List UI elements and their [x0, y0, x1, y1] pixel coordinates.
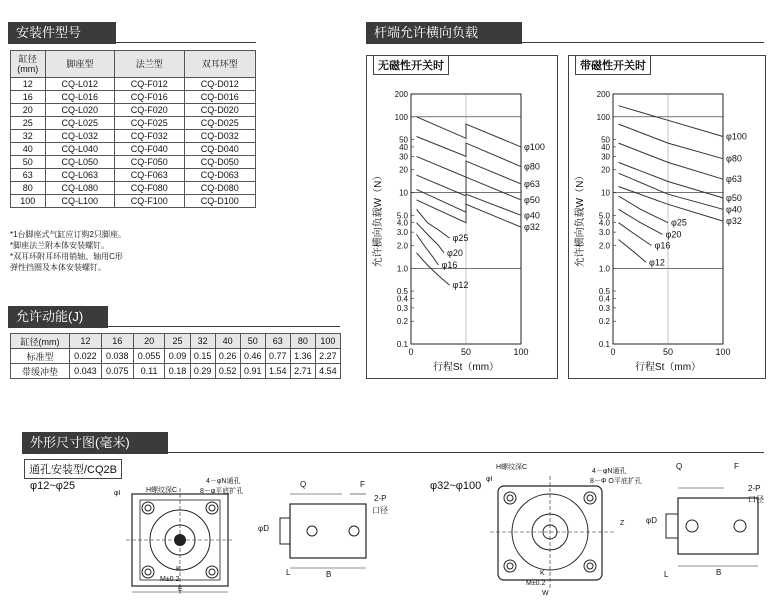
energy-cell: 0.043: [70, 364, 102, 379]
x-tick-label: 100: [715, 347, 731, 357]
y-tick-label: 100: [394, 112, 408, 122]
energy-cell: 0.075: [101, 364, 133, 379]
energy-cell: 0.26: [215, 349, 240, 364]
energy-cell: 2.71: [290, 364, 315, 379]
series-label: φ16: [654, 240, 671, 251]
x-tick-label: 50: [460, 347, 472, 357]
mount-cell: CQ-D100: [184, 195, 255, 208]
y-tick-label: 20: [399, 165, 408, 175]
label-K-2: K: [540, 570, 545, 577]
label-F-2: F: [734, 462, 739, 471]
chart-title-with-switch: 带磁性开关时: [575, 55, 651, 75]
y-tick-label: 30: [399, 152, 408, 162]
y-tick-label: 0.4: [598, 294, 610, 304]
load-section-rule: [522, 42, 764, 43]
label-Q-1: Q: [300, 480, 307, 489]
label-D-1: φD: [258, 524, 269, 533]
series-line-φ25: [417, 209, 450, 238]
y-axis-label: 允许横向负载W（N）: [373, 170, 384, 268]
series-label: φ12: [452, 280, 469, 291]
label-L-2: L: [664, 570, 669, 579]
energy-header-bore: 32: [190, 334, 215, 349]
label-F-1: F: [360, 480, 365, 489]
mount-cell: CQ-D032: [184, 130, 255, 143]
mount-cell: CQ-L040: [45, 143, 114, 156]
energy-header-bore: 20: [133, 334, 165, 349]
mount-cell: 16: [11, 91, 46, 104]
label-h-thread-2: H螺纹深C: [496, 464, 528, 471]
energy-cell: 0.29: [190, 364, 215, 379]
mount-cell: 32: [11, 130, 46, 143]
series-line-φ63: [417, 156, 522, 184]
mount-cell: CQ-L032: [45, 130, 114, 143]
series-label: φ100: [524, 141, 545, 152]
chart-panel-with-switch: [568, 55, 766, 379]
range-small: φ12~φ25: [30, 480, 76, 492]
range-large: φ32~φ100: [430, 480, 482, 492]
mount-cell: CQ-L025: [45, 117, 114, 130]
table-row: [11, 117, 256, 130]
table-row: [11, 169, 256, 182]
y-tick-label: 100: [596, 112, 610, 122]
y-tick-label: 3.0: [598, 228, 610, 238]
mount-cell: CQ-D063: [184, 169, 255, 182]
label-Q-2: Q: [676, 462, 683, 471]
series-label: φ12: [649, 257, 665, 268]
mount-cell: CQ-F080: [115, 182, 184, 195]
energy-section-rule: [108, 326, 340, 327]
dims-section-banner: 外形尺寸图(毫米): [22, 432, 168, 454]
table-row: [11, 364, 341, 379]
energy-header-label: 缸径(mm): [11, 334, 70, 349]
y-tick-label: 0.1: [396, 340, 408, 349]
y-tick-label: 20: [601, 165, 610, 175]
y-tick-label: 50: [399, 135, 408, 145]
series-label: φ20: [447, 247, 463, 258]
chart-no-switch: [367, 56, 557, 378]
mount-cell: CQ-L016: [45, 91, 114, 104]
table-row: [11, 156, 256, 169]
energy-cell: 0.055: [133, 349, 165, 364]
series-line-φ32: [417, 200, 522, 227]
mount-cell: CQ-L080: [45, 182, 114, 195]
y-tick-label: 50: [601, 135, 610, 145]
series-line-φ12: [619, 240, 647, 263]
series-label: φ32: [524, 222, 540, 233]
load-section-banner: 杆端允许横向负载: [366, 22, 522, 44]
energy-header-bore: 80: [290, 334, 315, 349]
mount-cell: CQ-F032: [115, 130, 184, 143]
energy-header-bore: 40: [215, 334, 240, 349]
y-tick-label: 10: [399, 188, 408, 198]
series-label: φ32: [726, 216, 742, 227]
series-label: φ40: [726, 204, 742, 215]
label-I-1: φI: [114, 490, 121, 497]
y-tick-label: 2.0: [598, 241, 610, 251]
chart-title-no-switch: 无磁性开关时: [373, 55, 449, 75]
mount-cell: CQ-L100: [45, 195, 114, 208]
mount-cell: 63: [11, 169, 46, 182]
label-M-1: M±0.2: [160, 576, 180, 583]
mount-cell: 100: [11, 195, 46, 208]
mount-note: *脚座法兰附本体安装螺钉。: [10, 241, 110, 250]
y-tick-label: 200: [394, 90, 408, 99]
mount-section-rule: [116, 42, 256, 43]
label-B-2: B: [716, 568, 722, 577]
series-label: φ25: [671, 217, 687, 228]
energy-cell: 0.91: [240, 364, 265, 379]
energy-table: [10, 333, 341, 379]
label-port-2: 2-P: [748, 484, 761, 493]
y-axis-label: 允许横向负载W（N）: [575, 170, 586, 268]
mount-cell: CQ-F063: [115, 169, 184, 182]
series-label: φ63: [726, 174, 742, 185]
mount-cell: CQ-D025: [184, 117, 255, 130]
y-tick-label: 1.0: [396, 264, 408, 274]
table-row: [11, 349, 341, 364]
series-label: φ80: [726, 153, 742, 164]
mount-cell: 80: [11, 182, 46, 195]
label-h-thread-1: H螺纹深C: [146, 487, 178, 494]
energy-header-bore: 50: [240, 334, 265, 349]
y-tick-label: 2.0: [396, 241, 408, 251]
energy-cell: 0.77: [265, 349, 290, 364]
y-tick-label: 0.1: [598, 340, 610, 349]
mount-cell: 20: [11, 104, 46, 117]
series-line-φ63: [619, 143, 724, 179]
mount-cell: CQ-D016: [184, 91, 255, 104]
mount-types-table: [10, 50, 256, 208]
label-E-1: E: [178, 586, 183, 593]
energy-cell: 0.46: [240, 349, 265, 364]
mount-cell: CQ-F016: [115, 91, 184, 104]
series-line-φ32: [619, 187, 724, 222]
energy-cell: 0.11: [133, 364, 165, 379]
drawing-large-front: [490, 476, 620, 588]
label-W-2: W: [542, 590, 549, 597]
y-tick-label: 5.0: [598, 211, 610, 221]
label-hole4-2: 4－φN通孔: [592, 468, 627, 475]
table-row: [11, 195, 256, 208]
mount-note: 弹性挡圈及本体安装螺钉。: [10, 263, 106, 272]
mount-cell: CQ-D080: [184, 182, 255, 195]
series-label: φ100: [726, 131, 747, 142]
x-tick-label: 0: [610, 347, 616, 357]
y-tick-label: 0.5: [396, 287, 408, 297]
chart-with-switch: [569, 56, 765, 378]
mount-cell: 50: [11, 156, 46, 169]
drawing-small-front: [122, 488, 242, 598]
mount-cell: 40: [11, 143, 46, 156]
energy-cell: 0.09: [165, 349, 190, 364]
energy-cell: 2.27: [315, 349, 340, 364]
mount-cell: CQ-D050: [184, 156, 255, 169]
label-port-1: 2-P: [374, 494, 387, 503]
y-tick-label: 0.5: [598, 287, 610, 297]
y-tick-label: 0.3: [598, 303, 610, 313]
label-port-sub-1: 口径: [372, 506, 388, 515]
y-tick-label: 0.2: [396, 317, 408, 327]
series-line-φ25: [619, 196, 669, 223]
label-D-2: φD: [646, 516, 657, 525]
energy-cell: 0.022: [70, 349, 102, 364]
drawing-small-side: [256, 488, 376, 588]
dims-subtitle: 通孔安装型/CQ2B: [24, 459, 122, 479]
series-line-φ20: [619, 209, 663, 234]
label-counter8-1: 8－φ平底扩孔: [200, 488, 244, 495]
y-tick-label: 200: [596, 90, 610, 99]
energy-cell: 1.54: [265, 364, 290, 379]
mount-cell: CQ-F040: [115, 143, 184, 156]
x-tick-label: 0: [408, 347, 414, 357]
energy-header-bore: 100: [315, 334, 340, 349]
mount-cell: CQ-D020: [184, 104, 255, 117]
y-tick-label: 1.0: [598, 264, 610, 274]
mount-cell: 12: [11, 78, 46, 91]
y-tick-label: 4.0: [396, 218, 408, 228]
label-M-2: M±0.2: [526, 580, 546, 587]
series-label: φ16: [441, 260, 458, 271]
y-tick-label: 3.0: [396, 228, 408, 238]
y-tick-label: 30: [601, 152, 610, 162]
series-line-φ40: [619, 173, 724, 209]
mount-cell: CQ-D040: [184, 143, 255, 156]
mount-cell: CQ-F050: [115, 156, 184, 169]
energy-row-label: 带缓冲垫: [11, 364, 70, 379]
chart-panel-no-switch: [366, 55, 558, 379]
energy-cell: 1.36: [290, 349, 315, 364]
series-label: φ63: [524, 178, 540, 189]
table-row: [11, 182, 256, 195]
mount-header-2: 法兰型: [115, 51, 184, 78]
mount-header-0: 缸径 (mm): [11, 51, 46, 78]
table-row: [11, 130, 256, 143]
table-row: [11, 104, 256, 117]
y-tick-label: 40: [601, 142, 610, 152]
series-label: φ50: [524, 194, 540, 205]
y-tick-label: 0.4: [396, 294, 408, 304]
energy-row-label: 标准型: [11, 349, 70, 364]
mount-header-1: 脚座型: [45, 51, 114, 78]
energy-header-bore: 12: [70, 334, 102, 349]
series-line-φ20: [417, 223, 445, 253]
table-row: [11, 78, 256, 91]
energy-cell: 0.038: [101, 349, 133, 364]
series-label: φ40: [524, 210, 540, 221]
energy-cell: 0.18: [165, 364, 190, 379]
mount-notes: [10, 229, 126, 273]
energy-cell: 0.52: [215, 364, 240, 379]
energy-cell: 0.15: [190, 349, 215, 364]
mount-cell: CQ-D012: [184, 78, 255, 91]
series-line-φ80: [619, 124, 724, 159]
series-label: φ25: [452, 233, 469, 244]
mount-header-3: 双耳环型: [184, 51, 255, 78]
y-tick-label: 10: [601, 188, 610, 198]
label-port-sub-2: 口径: [748, 495, 764, 504]
energy-cell: 4.54: [315, 364, 340, 379]
dims-section-rule: [168, 452, 764, 453]
series-label: φ80: [524, 161, 540, 172]
y-tick-label: 0.3: [396, 303, 408, 313]
mount-cell: CQ-L050: [45, 156, 114, 169]
mount-cell: CQ-F100: [115, 195, 184, 208]
y-tick-label: 0.2: [598, 317, 610, 327]
mount-cell: CQ-L063: [45, 169, 114, 182]
x-axis-label: 行程St（mm）: [634, 362, 702, 373]
table-row: [11, 143, 256, 156]
series-label: φ20: [665, 229, 682, 240]
mount-cell: CQ-F020: [115, 104, 184, 117]
label-I-2: φI: [486, 476, 493, 483]
energy-header-bore: 25: [165, 334, 190, 349]
label-K-1: K: [176, 566, 181, 573]
y-tick-label: 4.0: [598, 218, 610, 228]
table-row: [11, 91, 256, 104]
label-B-1: B: [326, 570, 332, 579]
label-hole4-1: 4－φN通孔: [206, 478, 241, 485]
y-tick-label: 5.0: [396, 211, 408, 221]
mount-cell: CQ-F025: [115, 117, 184, 130]
y-tick-label: 40: [399, 142, 408, 152]
energy-header-bore: 16: [101, 334, 133, 349]
x-tick-label: 100: [513, 347, 529, 357]
mount-note: *双耳环附耳环用销轴、轴用C形: [10, 252, 123, 261]
label-counter8-2: 8－Φ O平底扩孔: [590, 478, 642, 485]
series-line-φ100: [619, 106, 724, 137]
series-label: φ50: [726, 192, 742, 203]
label-Z-2: Z: [620, 520, 625, 527]
energy-header-bore: 63: [265, 334, 290, 349]
mount-cell: 25: [11, 117, 46, 130]
mount-cell: CQ-L012: [45, 78, 114, 91]
label-L-1: L: [286, 568, 291, 577]
series-line-φ16: [417, 234, 439, 265]
x-tick-label: 50: [662, 347, 674, 357]
x-axis-label: 行程St（mm）: [432, 362, 500, 373]
mount-section-banner: 安装件型号: [8, 22, 116, 44]
mount-cell: CQ-F012: [115, 78, 184, 91]
mount-cell: CQ-L020: [45, 104, 114, 117]
energy-section-banner: 允许动能(J): [8, 306, 108, 328]
mount-note: *1台脚座式气缸应订购2只脚座。: [10, 230, 127, 239]
